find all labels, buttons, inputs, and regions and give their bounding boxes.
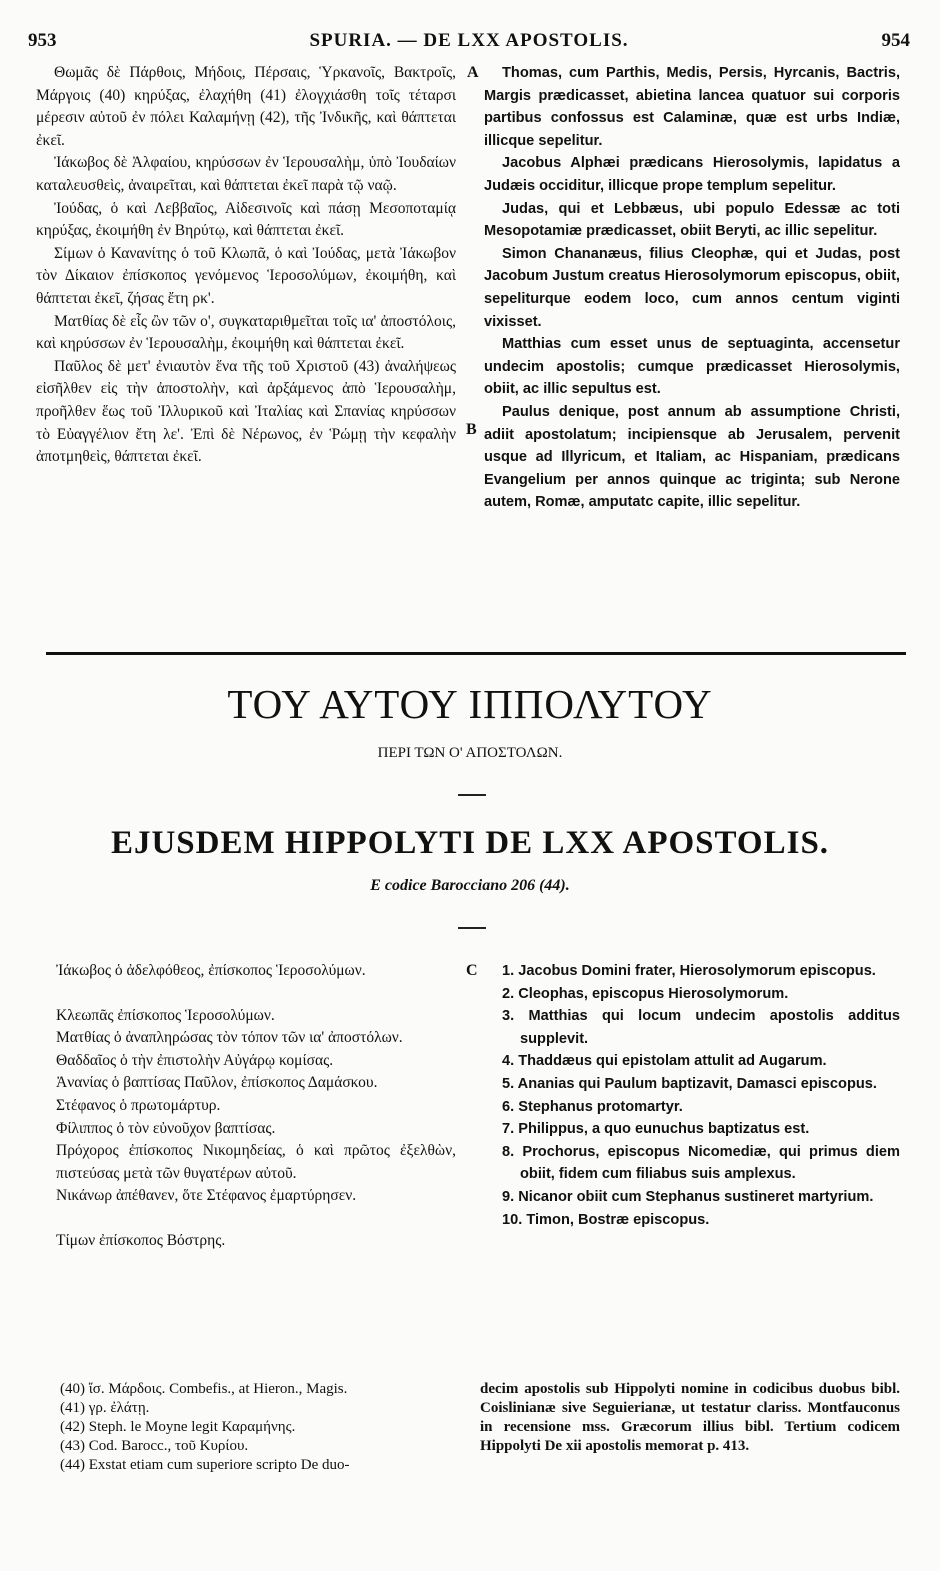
footnote-continuation: decim apostolis sub Hippolyti nomine in codicibus duobus bibl. Coislinianæ sive Seguierianæ, ut testatur clariss. Montfauconus in recensione mss. Græcorum illius bibl. Tertium codicem Hippolyti De xii apostolis memorat p. 413.: [480, 1381, 900, 1454]
short-rule: [458, 927, 486, 929]
latin-title: EJUSDEM HIPPOLYTI DE LXX APOSTOLIS.: [110, 825, 830, 861]
footnote: (42) Steph. le Moyne legit Καραμήνης.: [60, 1419, 296, 1435]
list-item: 3. Matthias qui locum undecim apostolis additus supplevit.: [502, 1008, 900, 1047]
list-item: Ματθίας ὁ ἀναπληρώσας τὸν τόπον τῶν ια' ἀποστόλων.: [56, 1029, 403, 1047]
greek-apostle-list: [56, 960, 456, 1253]
list-item: 5. Ananias qui Paulum baptizavit, Damasci episcopus.: [502, 1075, 877, 1092]
greek-paragraph: Παῦλος δὲ μετ' ἐνιαυτὸν ἕνα τῆς τοῦ Χριστοῦ (43) ἀναλήψεως εἰσῆλθεν εἰς τὴν ἀποστολὴν, καὶ ἀρξάμενος ἀπὸ Ἱερουσαλὴμ, προῆλθεν ἕως τοῦ Ἰλλυρικοῦ καὶ Ἰταλίας καὶ Σπανίας κηρύσσων τὸ Εὐαγγέλιον ἔτη λε'. Ἐπὶ δὲ Νέρωνος, ἐν Ῥώμῃ τὴν κεφαλὴν ἀποτμηθεὶς, θάπτεται ἐκεῖ.: [36, 357, 456, 466]
list-item: Θαδδαῖος ὁ τὴν ἐπιστολὴν Αὐγάρῳ κομίσας.: [56, 1051, 334, 1069]
greek-text-column: [36, 62, 456, 469]
list-item: Ἰάκωβος ὁ ἀδελφόθεος, ἐπίσκοπος Ἱεροσολύμων.: [56, 962, 366, 979]
column-number-right: 954: [881, 30, 910, 51]
footnotes-left: [60, 1380, 460, 1475]
margin-marker-a: A: [467, 64, 479, 81]
source-note: E codice Barocciano 206 (44).: [370, 877, 570, 894]
latin-paragraph: Simon Chananæus, filius Cleophæ, qui et Judas, post Jacobum Justum creatus Hierosolymorum episcopus, obiit, sepeliturque eodem loco, cum annos centum viginti vixisset.: [484, 245, 900, 330]
margin-marker-b: B: [466, 421, 477, 438]
list-item: 6. Stephanus protomartyr.: [502, 1098, 683, 1115]
footnote: (40) ἴσ. Μάρδοις. Combefis., at Hieron., Magis.: [60, 1381, 348, 1397]
list-item: 9. Nicanor obiit cum Stephanus sustineret martyrium.: [502, 1188, 874, 1205]
latin-paragraph: Jacobus Alphæi prædicans Hierosolymis, lapidatus a Judæis occiditur, illicque prope templum sepelitur.: [484, 155, 900, 194]
list-item: Ἀνανίας ὁ βαπτίσας Παῦλον, ἐπίσκοπος Δαμάσκου.: [56, 1074, 378, 1092]
greek-paragraph: Σίμων ὁ Κανανίτης ὁ τοῦ Κλωπᾶ, ὁ καὶ Ἰούδας, μετὰ Ἰάκωβον τὸν Δίκαιον ἐπίσκοπος γενόμενος Ἱεροσολύμων, ἐκοιμήθη, καὶ θάπτεται ἐκεῖ, ζήσας ἔτη ρκ'.: [36, 244, 456, 307]
latin-paragraph: Paulus denique, post annum ab assumptione Christi, adiit apostolatum; incipiensque ab Jerusalem, pervenit usque ad Illyricum, et Italiam, ac Hispaniam, prædicans Evangelium per annos quinque ac triginta; sub Nerone autem, Romæ, amputatc capite, illic sepelitur.: [484, 403, 900, 511]
list-item: 10. Timon, Bostræ episcopus.: [502, 1211, 710, 1228]
list-item: 7. Philippus, a quo eunuchus baptizatus est.: [502, 1121, 810, 1138]
latin-paragraph: Thomas, cum Parthis, Medis, Persis, Hyrcanis, Bactris, Margis prædicasset, abietina lancea quatuor sui corporis partibus confossus est Calaminæ, quæ est urbs Indiæ, illicque sepelitur.: [484, 65, 900, 149]
footnote: (41) γρ. ἐλάτῃ.: [60, 1400, 150, 1416]
greek-paragraph: Ἰάκωβος δὲ Ἀλφαίου, κηρύσσων ἐν Ἱερουσαλὴμ, ὑπὸ Ἰουδαίων καταλευσθεὶς, ἀναιρεῖται, καὶ θάπτεται ἐκεῖ παρὰ τῷ ναῷ.: [36, 154, 456, 194]
list-item: Πρόχορος ἐπίσκοπος Νικομηδείας, ὁ καὶ πρῶτος ἐξελθὼν, πιστεύσας μετὰ τῶν θυγατέρων αὐτοῦ.: [56, 1142, 456, 1182]
column-number-left: 953: [28, 30, 57, 51]
list-item: 4. Thaddæus qui epistolam attulit ad Augarum.: [502, 1053, 827, 1070]
list-item: Στέφανος ὁ πρωτομάρτυρ.: [56, 1096, 221, 1114]
footnote: (44) Exstat etiam cum superiore scripto De duo-: [60, 1457, 350, 1473]
margin-marker-c: C: [466, 962, 478, 979]
list-item: 2. Cleophas, episcopus Hierosolymorum.: [502, 985, 789, 1002]
footnotes-right: [480, 1380, 900, 1456]
greek-paragraph: Ματθίας δὲ εἷς ὢν τῶν ο', συγκαταριθμεῖται τοῖς ια' ἀποστόλοις, καὶ κηρύσσων ἐν Ἱερουσαλὴμ, ἐκοιμήθη καὶ θάπτεται ἐκεῖ.: [36, 312, 456, 353]
list-item: Τίμων ἐπίσκοπος Βόστρης.: [56, 1231, 226, 1249]
page-header: [28, 30, 910, 56]
short-rule: [458, 794, 486, 796]
running-title: SPURIA. — DE LXX APOSTOLIS.: [309, 30, 629, 51]
section-divider: [46, 652, 906, 655]
latin-paragraph: Matthias cum esset unus de septuaginta, accensetur undecim apostolis; cumque prædicasset Hierosolymis, obiit, ac illic sepultus est.: [484, 336, 900, 398]
list-item: Φίλιππος ὁ τὸν εὐνοῦχον βαπτίσας.: [56, 1119, 276, 1137]
latin-text-column: [484, 62, 900, 514]
list-item: 8. Prochorus, episcopus Nicomediæ, qui primus diem obiit, fidem cum filiabus suis amplexus.: [502, 1143, 900, 1183]
footnote: (43) Cod. Barocc., τοῦ Κυρίου.: [60, 1438, 249, 1454]
list-item: 1. Jacobus Domini frater, Hierosolymorum episcopus.: [502, 963, 876, 979]
latin-paragraph: Judas, qui et Lebbæus, ubi populo Edessæ ac toti Mesopotamiæ prædicasset, obiit Beryti, ac illic sepelitur.: [484, 200, 900, 240]
list-item: Νικάνωρ ἀπέθανεν, ὅτε Στέφανος ἐμαρτύρησεν.: [56, 1187, 357, 1205]
greek-title: ΤΟΥ ΑΥΤΟΥ ΙΠΠΟΛΥΤΟΥ: [227, 681, 713, 727]
latin-apostle-list: [484, 960, 900, 1231]
list-item: Κλεωπᾶς ἐπίσκοπος Ἱεροσολύμων.: [56, 1006, 275, 1024]
greek-paragraph: Ἰούδας, ὁ καὶ Λεββαῖος, Αἰδεσινοῖς καὶ πάσῃ Μεσοποταμίᾳ κηρύξας, ἐκοιμήθη ἐν Βηρύτῳ, καὶ θάπτεται ἐκεῖ.: [36, 199, 456, 240]
greek-paragraph: Θωμᾶς δὲ Πάρθοις, Μήδοις, Πέρσαις, Ὑρκανοῖς, Βακτροῖς, Μάργοις (40) κηρύξας, ἐλαχήθη (41) ἐλογχιάσθη τοῖς τέταρσι μέρεσιν αὐτοῦ ἐν πόλει Καλαμήνῃ (42), τῆς Ἰνδικῆς, καὶ θάπτεται ἐκεῖ.: [36, 64, 456, 149]
greek-subtitle: ΠΕΡΙ ΤΩΝ Ο' ΑΠΟΣΤΟΛΩΝ.: [377, 745, 563, 761]
